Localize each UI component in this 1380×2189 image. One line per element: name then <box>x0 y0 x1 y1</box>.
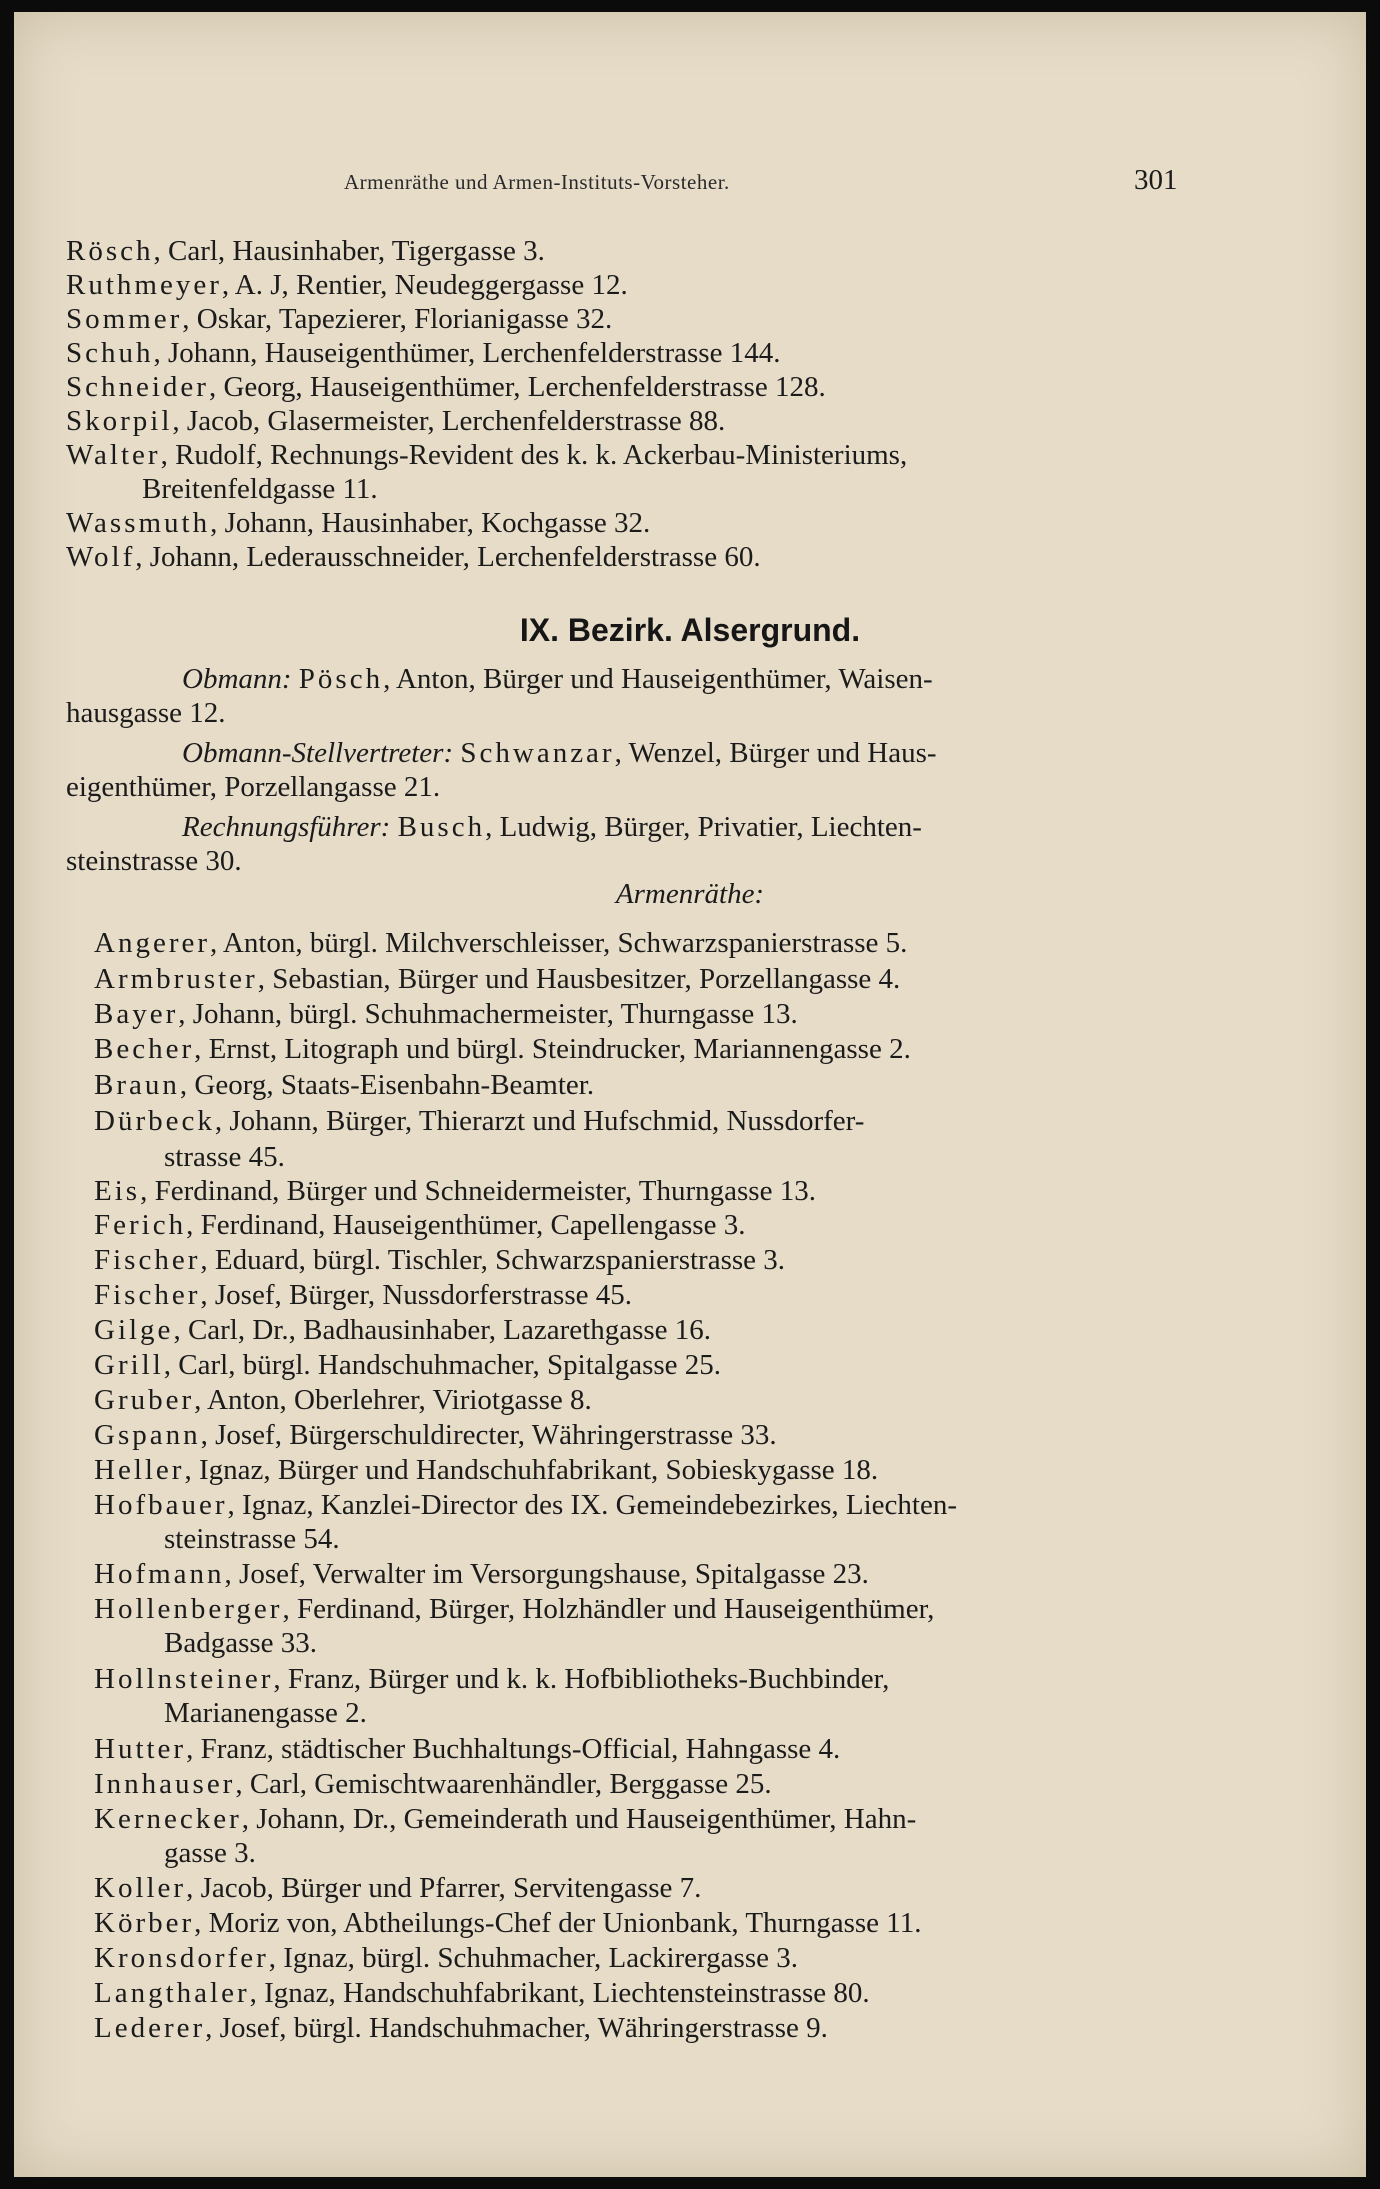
list-item: Hofbauer, Ignaz, Kanzlei-Director des IX. Gemeindebezirkes, Liechten- <box>94 1489 958 1521</box>
page-number: 301 <box>1134 164 1178 196</box>
obmann-line: Obmann: Pösch, Anton, Bürger und Hauseigenthümer, Waisen- <box>182 663 933 695</box>
list-item: Bayer, Johann, bürgl. Schuhmachermeister, Thurngasse 13. <box>94 998 798 1030</box>
list-item: Schuh, Johann, Hauseigenthümer, Lerchenfelderstrasse 144. <box>66 337 781 369</box>
list-item: Skorpil, Jacob, Glasermeister, Lerchenfelderstrasse 88. <box>66 405 726 437</box>
armenraethe-heading: Armenräthe: <box>615 878 765 910</box>
stellvertreter-continuation: eigenthümer, Porzellangasse 21. <box>66 771 441 803</box>
list-item: Eis, Ferdinand, Bürger und Schneidermeister, Thurngasse 13. <box>94 1175 816 1207</box>
list-item: Becher, Ernst, Litograph und bürgl. Steindrucker, Mariannengasse 2. <box>94 1033 911 1065</box>
list-item: Fischer, Josef, Bürger, Nussdorferstrasse 45. <box>94 1279 632 1311</box>
list-item: Hofmann, Josef, Verwalter im Versorgungshause, Spitalgasse 23. <box>94 1558 869 1590</box>
list-item: Hutter, Franz, städtischer Buchhaltungs-Official, Hahngasse 4. <box>94 1733 841 1765</box>
list-item: Hollnsteiner, Franz, Bürger und k. k. Hofbibliotheks-Buchbinder, <box>94 1663 890 1695</box>
list-item: Koller, Jacob, Bürger und Pfarrer, Servitengasse 7. <box>94 1872 702 1904</box>
stellvertreter-line: Obmann-Stellvertreter: Schwanzar, Wenzel, Bürger und Haus- <box>182 737 937 769</box>
book-page <box>14 12 1366 2177</box>
list-item: Langthaler, Ignaz, Handschuhfabrikant, Liechtensteinstrasse 80. <box>94 1977 870 2009</box>
list-item: Kronsdorfer, Ignaz, bürgl. Schuhmacher, Lackirergasse 3. <box>94 1942 798 1974</box>
running-title: Armenräthe und Armen-Instituts-Vorsteher. <box>344 170 730 194</box>
list-item-continuation: Marianengasse 2. <box>164 1697 367 1729</box>
list-item: Lederer, Josef, bürgl. Handschuhmacher, Währingerstrasse 9. <box>94 2012 828 2044</box>
page-body <box>14 12 1366 2177</box>
list-item: Körber, Moriz von, Abtheilungs-Chef der Unionbank, Thurngasse 11. <box>94 1907 922 1939</box>
rechnungsfuehrer-continuation: steinstrasse 30. <box>66 845 242 877</box>
list-item: Fischer, Eduard, bürgl. Tischler, Schwarzspanierstrasse 3. <box>94 1244 786 1276</box>
list-item: Wolf, Johann, Lederausschneider, Lerchenfelderstrasse 60. <box>66 541 761 573</box>
list-item: Sommer, Oskar, Tapezierer, Florianigasse 32. <box>66 303 613 335</box>
list-item: Gspann, Josef, Bürgerschuldirecter, Währingerstrasse 33. <box>94 1419 777 1451</box>
list-item: Grill, Carl, bürgl. Handschuhmacher, Spitalgasse 25. <box>94 1349 722 1381</box>
list-item: Rösch, Carl, Hausinhaber, Tigergasse 3. <box>66 235 545 267</box>
list-item-continuation: strasse 45. <box>164 1141 285 1173</box>
list-item: Heller, Ignaz, Bürger und Handschuhfabrikant, Sobieskygasse 18. <box>94 1454 879 1486</box>
list-item: Wassmuth, Johann, Hausinhaber, Kochgasse 32. <box>66 507 651 539</box>
list-item: Angerer, Anton, bürgl. Milchverschleisser, Schwarzspanierstrasse 5. <box>94 927 908 959</box>
list-item-continuation: Badgasse 33. <box>164 1627 318 1659</box>
rechnungsfuehrer-line: Rechnungsführer: Busch, Ludwig, Bürger, Privatier, Liechten- <box>182 811 922 843</box>
list-item-continuation: Breitenfeldgasse 11. <box>142 473 378 505</box>
list-item: Armbruster, Sebastian, Bürger und Hausbesitzer, Porzellangasse 4. <box>94 963 901 995</box>
list-item: Hollenberger, Ferdinand, Bürger, Holzhändler und Hauseigenthümer, <box>94 1593 935 1625</box>
list-item: Gilge, Carl, Dr., Badhausinhaber, Lazarethgasse 16. <box>94 1314 712 1346</box>
list-item-continuation: gasse 3. <box>164 1837 256 1869</box>
section-title: IX. Bezirk. Alsergrund. <box>519 612 861 648</box>
list-item: Ferich, Ferdinand, Hauseigenthümer, Capellengasse 3. <box>94 1209 746 1241</box>
obmann-continuation: hausgasse 12. <box>66 697 226 729</box>
list-item-continuation: steinstrasse 54. <box>164 1523 340 1555</box>
list-item: Dürbeck, Johann, Bürger, Thierarzt und Hufschmid, Nussdorfer- <box>94 1105 865 1137</box>
list-item: Innhauser, Carl, Gemischtwaarenhändler, Berggasse 25. <box>94 1768 772 1800</box>
list-item: Kernecker, Johann, Dr., Gemeinderath und Hauseigenthümer, Hahn- <box>94 1803 917 1835</box>
list-item: Walter, Rudolf, Rechnungs-Revident des k. k. Ackerbau-Ministeriums, <box>66 439 908 471</box>
list-item: Schneider, Georg, Hauseigenthümer, Lerchenfelderstrasse 128. <box>66 371 826 403</box>
list-item: Gruber, Anton, Oberlehrer, Viriotgasse 8. <box>94 1384 592 1416</box>
list-item: Braun, Georg, Staats-Eisenbahn-Beamter. <box>94 1069 595 1101</box>
list-item: Ruthmeyer, A. J, Rentier, Neudeggergasse 12. <box>66 269 628 301</box>
